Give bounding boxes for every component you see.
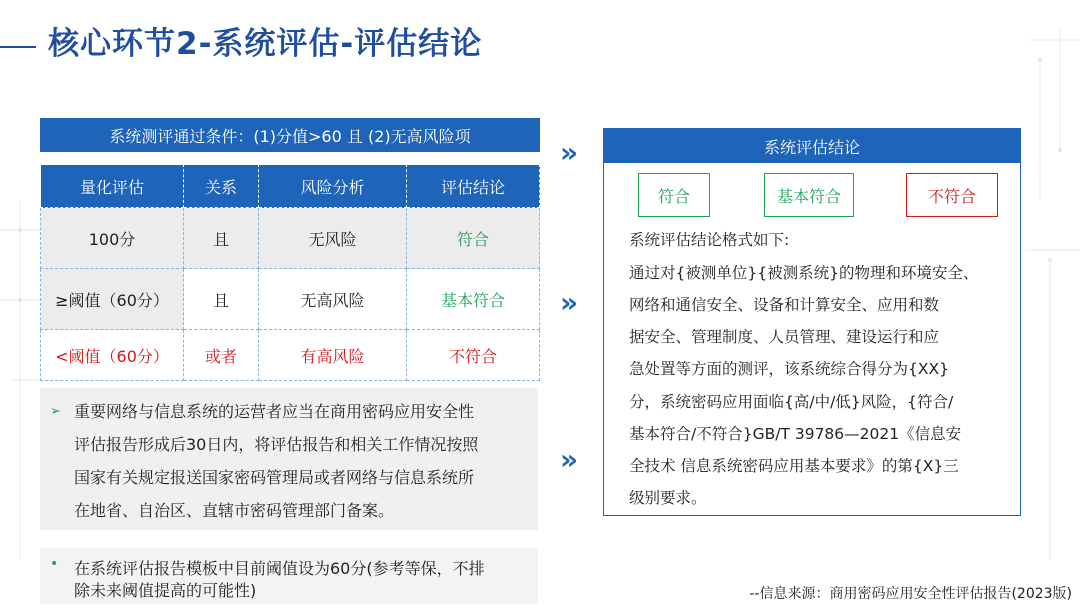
note-line: 除未来阈值提高的可能性)	[74, 581, 257, 600]
panel-text-line: 分，系统密码应用面临{高/中/低}风险，{符合/	[629, 393, 954, 411]
dot-bullet-icon: •	[50, 556, 59, 572]
chevron-right-icon: »	[560, 443, 573, 476]
tag-compliant: 符合	[638, 173, 710, 217]
conclusion-panel	[603, 128, 1021, 516]
column-header: 风险分析	[259, 165, 407, 208]
table-cell: 无风险	[259, 208, 407, 269]
table-cell-conclusion: 不符合	[407, 330, 540, 381]
column-header: 关系	[184, 165, 259, 208]
table-cell-conclusion: 基本符合	[407, 269, 540, 330]
table-cell: 且	[184, 208, 259, 269]
note-line: 重要网络与信息系统的运营者应当在商用密码应用安全性	[74, 402, 475, 421]
page-title: 核心环节2-系统评估-评估结论	[48, 26, 483, 62]
tag-non-compliant: 不符合	[906, 173, 998, 217]
note-line: 在系统评估报告模板中目前阈值设为60分(参考等保，不排	[74, 559, 485, 578]
panel-text-line: 通过对{被测单位}{被测系统}的物理和环境安全、	[629, 264, 979, 282]
table-cell-conclusion: 符合	[407, 208, 540, 269]
panel-text-line: 据安全、管理制度、人员管理、建设运行和应	[629, 328, 940, 346]
panel-title: 系统评估结论	[604, 129, 1020, 163]
source-citation: --信息来源：商用密码应用安全性评估报告(2023版)	[749, 586, 1072, 602]
table-cell: 无高风险	[259, 269, 407, 330]
note-line: 评估报告形成后30日内，将评估报告和相关工作情况按照	[74, 435, 479, 454]
panel-text-line: 全技术 信息系统密码应用基本要求》的第{X}三	[629, 457, 959, 475]
chevron-right-icon: »	[560, 136, 573, 169]
evaluation-table	[40, 164, 540, 381]
table-row	[41, 208, 540, 269]
panel-text-line: 基本符合/不符合}GB/T 39786—2021《信息安	[629, 425, 962, 443]
table-cell: ≥阈值（60分）	[41, 269, 184, 330]
title-accent-line	[0, 46, 36, 48]
table-cell: 或者	[184, 330, 259, 381]
panel-text-line: 级别要求。	[629, 489, 707, 507]
note-line: 在地省、自治区、直辖市密码管理部门备案。	[74, 501, 395, 520]
table-cell: 100分	[41, 208, 184, 269]
panel-text-line: 系统评估结论格式如下:	[629, 231, 790, 249]
table-cell: 有高风险	[259, 330, 407, 381]
panel-text-line: 网络和通信安全、设备和计算安全、应用和数	[629, 296, 940, 314]
column-header: 量化评估	[41, 165, 184, 208]
panel-text-line: 急处置等方面的测评，该系统综合得分为{XX}	[629, 360, 949, 378]
pass-condition-banner: 系统测评通过条件：(1)分值>60 且 (2)无高风险项	[40, 118, 540, 152]
table-header-row	[41, 165, 540, 208]
table-cell: <阈值（60分）	[41, 330, 184, 381]
arrow-bullet-icon: ➢	[50, 404, 61, 419]
chevron-right-icon: »	[560, 286, 573, 319]
table-cell: 且	[184, 269, 259, 330]
table-row	[41, 269, 540, 330]
column-header: 评估结论	[407, 165, 540, 208]
tag-basic-compliant: 基本符合	[764, 173, 854, 217]
table-row	[41, 330, 540, 381]
note-line: 国家有关规定报送国家密码管理局或者网络与信息系统所	[74, 468, 475, 487]
